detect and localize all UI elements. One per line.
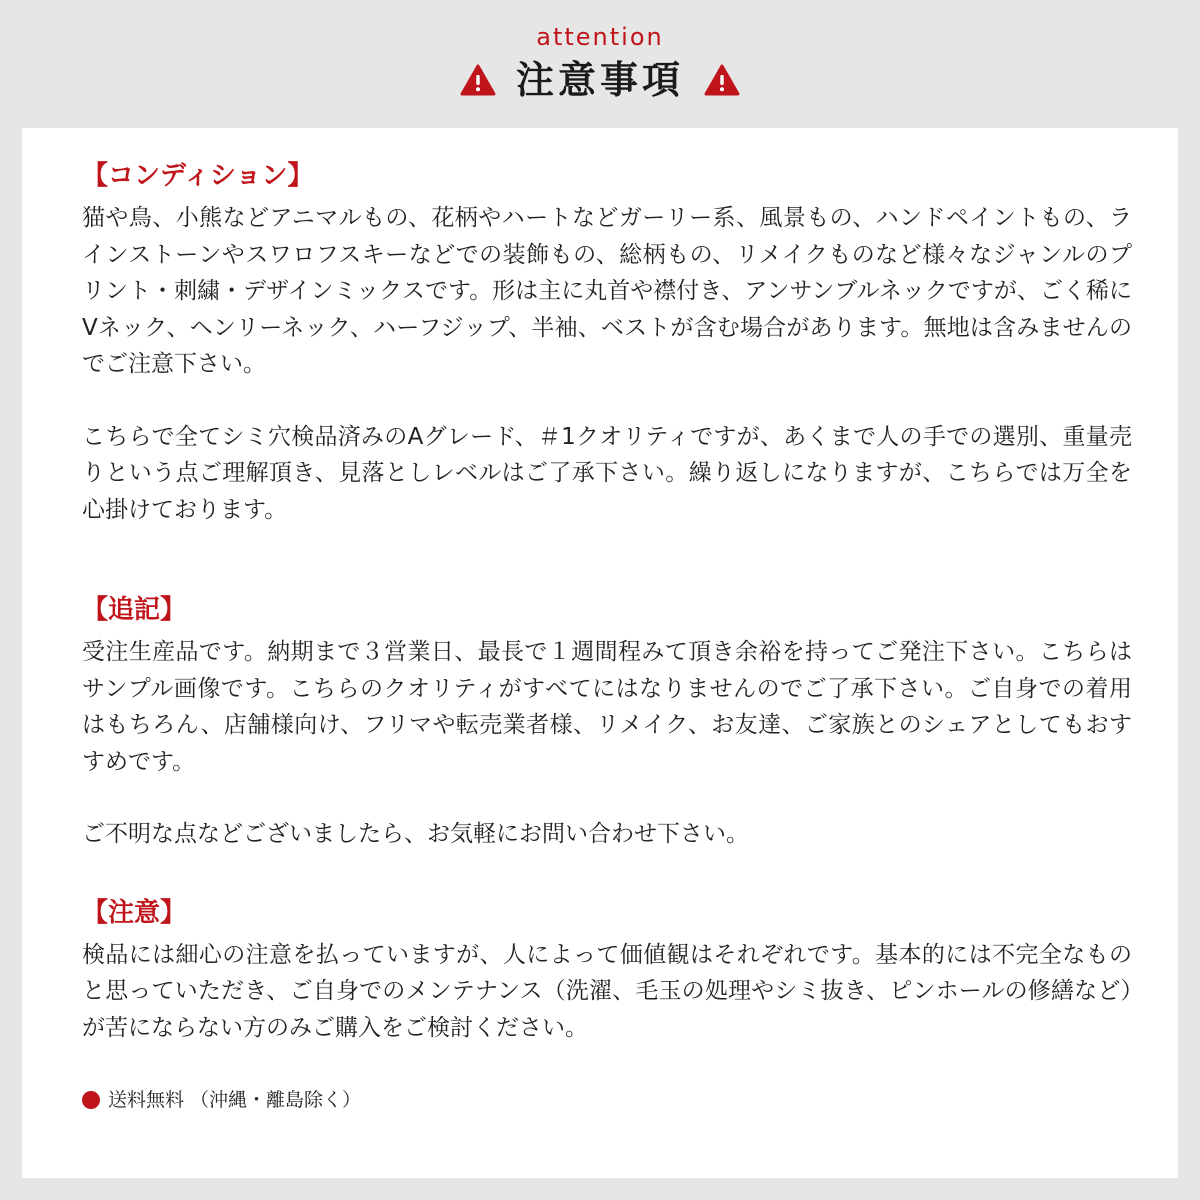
section-title-caution: 【注意】	[82, 897, 187, 928]
shipping-note	[82, 1086, 1132, 1114]
shipping-note-text: 送料無料 （沖縄・離島除く）	[108, 1089, 362, 1111]
caution-paragraph-1: 検品には細心の注意を払っていますが、人によって価値観はそれぞれです。基本的には不完全なものと思っていただき、ご自身でのメンテナンス（洗濯、毛玉の処理やシミ抜き、ピンホールの修繕など）が苦にならない方のみご購入をご検討ください。	[82, 941, 1132, 1041]
red-dot-icon	[82, 1091, 100, 1109]
addendum-paragraph-1: 受注生産品です。納期まで３営業日、最長で１週間程みて頂き余裕を持ってご発注下さい。こちらはサンプル画像です。こちらのクオリティがすべてにはなりませんのでご了承下さい。ご自身での着用はもちろん、店舗様向け、フリマや転売業者様、リメイク、お友達、ご家族とのシェアとしてもおすすめです。	[82, 639, 1132, 775]
warning-triangle-icon	[460, 64, 496, 96]
header-subtitle: attention	[536, 23, 664, 51]
content-card	[22, 128, 1178, 1178]
condition-paragraph-1: 猫や鳥、小熊などアニマルもの、花柄やハートなどガーリー系、風景もの、ハンドペイントもの、ラインストーンやスワロフスキーなどでの装飾もの、総柄もの、リメイクものなど様々なジャンルのプリント・刺繍・デザインミックスです。形は主に丸首や襟付き、アンサンブルネックですが、ごく稀にVネック、ヘンリーネック、ハーフジップ、半袖、ベストが含む場合があります。無地は含みませんのでご注意下さい。	[82, 205, 1132, 377]
page-title: 注意事項	[515, 58, 684, 102]
section-title-condition: 【コンディション】	[82, 161, 314, 191]
addendum-paragraph-2: ご不明な点などございましたら、お気軽にお問い合わせ下さい。	[82, 821, 749, 847]
warning-triangle-icon	[704, 64, 740, 96]
condition-paragraph-2: こちらで全てシミ穴検品済みのAグレード、＃1クオリティですが、あくまで人の手での選別、重量売りという点ご理解頂き、見落としレベルはご了承下さい。繰り返しになりますが、こちらでは万全を心掛けております。	[82, 423, 1132, 523]
header-title-row	[0, 56, 1200, 104]
section-title-addendum: 【追記】	[82, 595, 187, 625]
content-body	[82, 152, 1132, 1114]
header	[0, 0, 1200, 128]
